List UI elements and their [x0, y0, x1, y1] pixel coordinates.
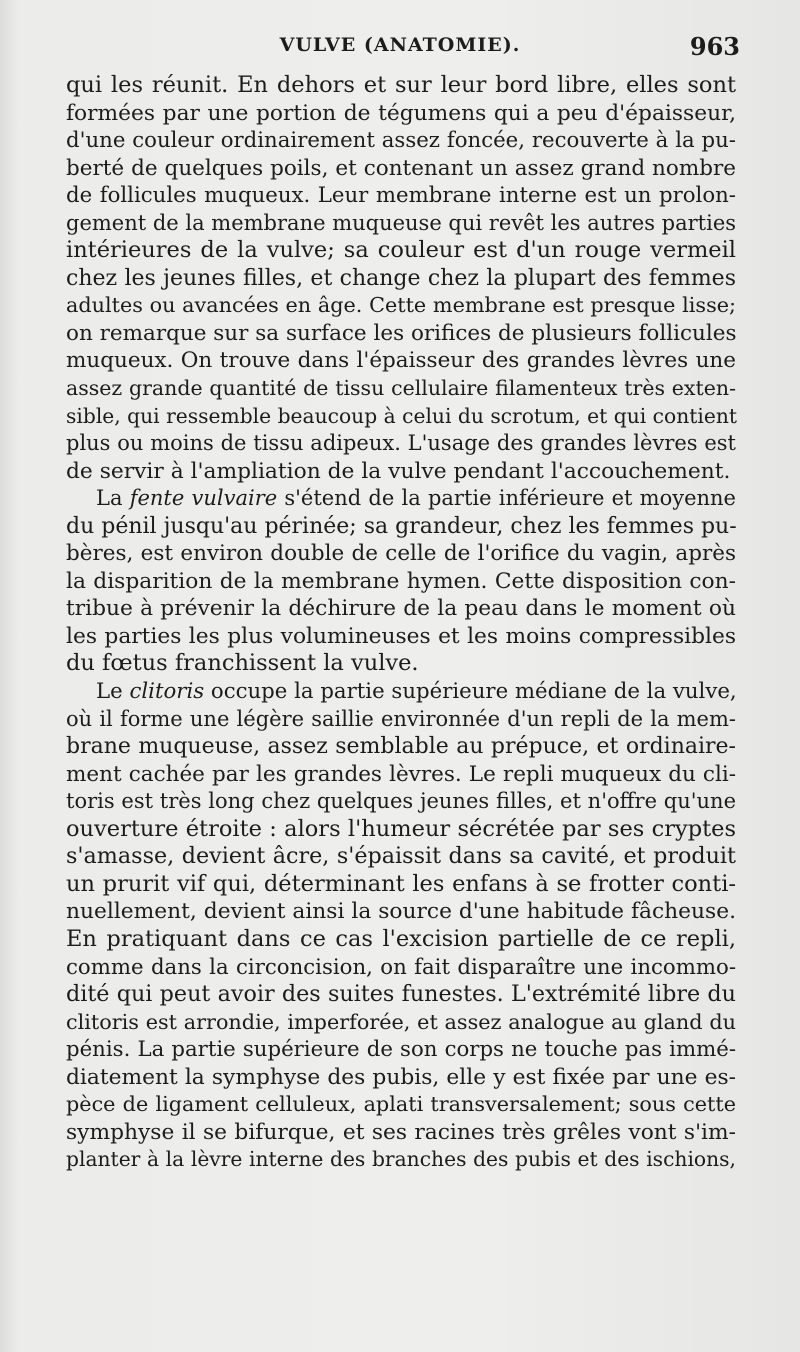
text-line: on remarque sur sa surface les orifices de plusieurs follicules — [66, 320, 737, 346]
page-header — [60, 34, 740, 64]
text-line: gement de la membrane muqueuse qui revêt les autres parties — [66, 210, 737, 235]
text-line: planter à la lèvre interne des branches des pubis et des ischions, — [66, 1147, 736, 1172]
text-line: berté de quelques poils, et contenant un assez grand nombre — [66, 155, 736, 181]
text-line: plus ou moins de tissu adipeux. L'usage des grandes lèvres est — [66, 431, 736, 456]
text-line: pénis. La partie supérieure de son corps ne touche pas immé- — [66, 1037, 736, 1063]
text-segment: s'étend de la partie inférieure et moyenne — [277, 486, 736, 511]
text-line: assez grande quantité de tissu cellulaire filamenteux très exten- — [66, 376, 736, 401]
page-number: 963 — [689, 32, 740, 61]
italic-term: fente vulvaire — [129, 486, 278, 511]
text-line: qui les réunit. En dehors et sur leur bord libre, elles sont — [66, 72, 736, 98]
text-line: diatement la symphyse des pubis, elle y est fixée par une es- — [66, 1064, 736, 1090]
text-line: s'amasse, devient âcre, s'épaissit dans sa cavité, et produit — [66, 843, 736, 870]
italic-term: clitoris — [129, 679, 205, 705]
text-line: du pénil jusqu'au périnée; sa grandeur, chez les femmes pu- — [66, 513, 737, 539]
text-line: un prurit vif qui, déterminant les enfans à se frotter conti- — [66, 870, 736, 897]
text-line: tribue à prévenir la déchirure de la peau dans le moment où — [66, 596, 736, 622]
text-line — [66, 485, 736, 513]
text-line: ment cachée par les grandes lèvres. Le repli muqueux du cli- — [66, 761, 736, 787]
text-line: du fœtus franchissent la vulve. — [66, 650, 419, 677]
text-segment: La — [96, 486, 130, 511]
text-line: muqueux. On trouve dans l'épaisseur des grandes lèvres une — [66, 348, 736, 374]
text-line: dité qui peut avoir des suites funestes. L'extrémité libre du — [66, 981, 736, 1008]
text-line: brane muqueuse, assez semblable au prépuce, et ordinaire- — [66, 734, 736, 760]
text-line: pèce de ligament celluleux, aplati transversalement; sous cette — [66, 1092, 736, 1117]
text-line: les parties les plus volumineuses et les moins compressibles — [66, 623, 736, 649]
body-text — [66, 72, 736, 1174]
text-line: clitoris est arrondie, imperforée, et assez analogue au gland du — [66, 1009, 736, 1034]
text-line: où il forme une légère saillie environnée d'un repli de la mem- — [66, 706, 736, 731]
text-line: En pratiquant dans ce cas l'excision partielle de ce repli, — [66, 925, 736, 952]
text-line — [66, 678, 736, 706]
text-segment: Le — [96, 679, 130, 705]
text-line: intérieures de la vulve; sa couleur est d'un rouge vermeil — [66, 237, 736, 264]
text-line: formées par une portion de tégumens qui a peu d'épaisseur, — [66, 100, 736, 126]
text-line: d'une couleur ordinairement assez foncée, recouverte à la pu- — [66, 128, 736, 154]
text-line: ouverture étroite : alors l'humeur sécrétée par ses cryptes — [66, 815, 736, 842]
text-line: chez les jeunes filles, et change chez la plupart des femmes — [66, 265, 736, 291]
text-line: sible, qui ressemble beaucoup à celui du scrotum, et qui contient — [66, 403, 738, 428]
text-line: nuellement, devient ainsi la source d'une habitude fâcheuse. — [66, 899, 736, 925]
text-line: de servir à l'ampliation de la vulve pendant l'accouchement. — [66, 458, 731, 484]
text-line: de follicules muqueux. Leur membrane interne est un prolon- — [66, 183, 736, 209]
text-line: toris est très long chez quelques jeunes filles, et n'offre qu'une — [66, 789, 736, 814]
text-line: la disparition de la membrane hymen. Cette disposition con- — [66, 568, 736, 594]
text-line: bères, est environ double de celle de l'orifice du vagin, après — [66, 541, 736, 567]
running-title: VULVE (ANATOMIE). — [279, 34, 521, 56]
text-line: comme dans la circoncision, on fait disparaître une incommo- — [66, 954, 736, 980]
text-segment: occupe la partie supérieure médiane de la vulve, — [204, 679, 737, 705]
text-line: symphyse il se bifurque, et ses racines très grêles vont s'im- — [66, 1119, 736, 1145]
text-line: adultes ou avancées en âge. Cette membrane est presque lisse; — [66, 293, 736, 318]
